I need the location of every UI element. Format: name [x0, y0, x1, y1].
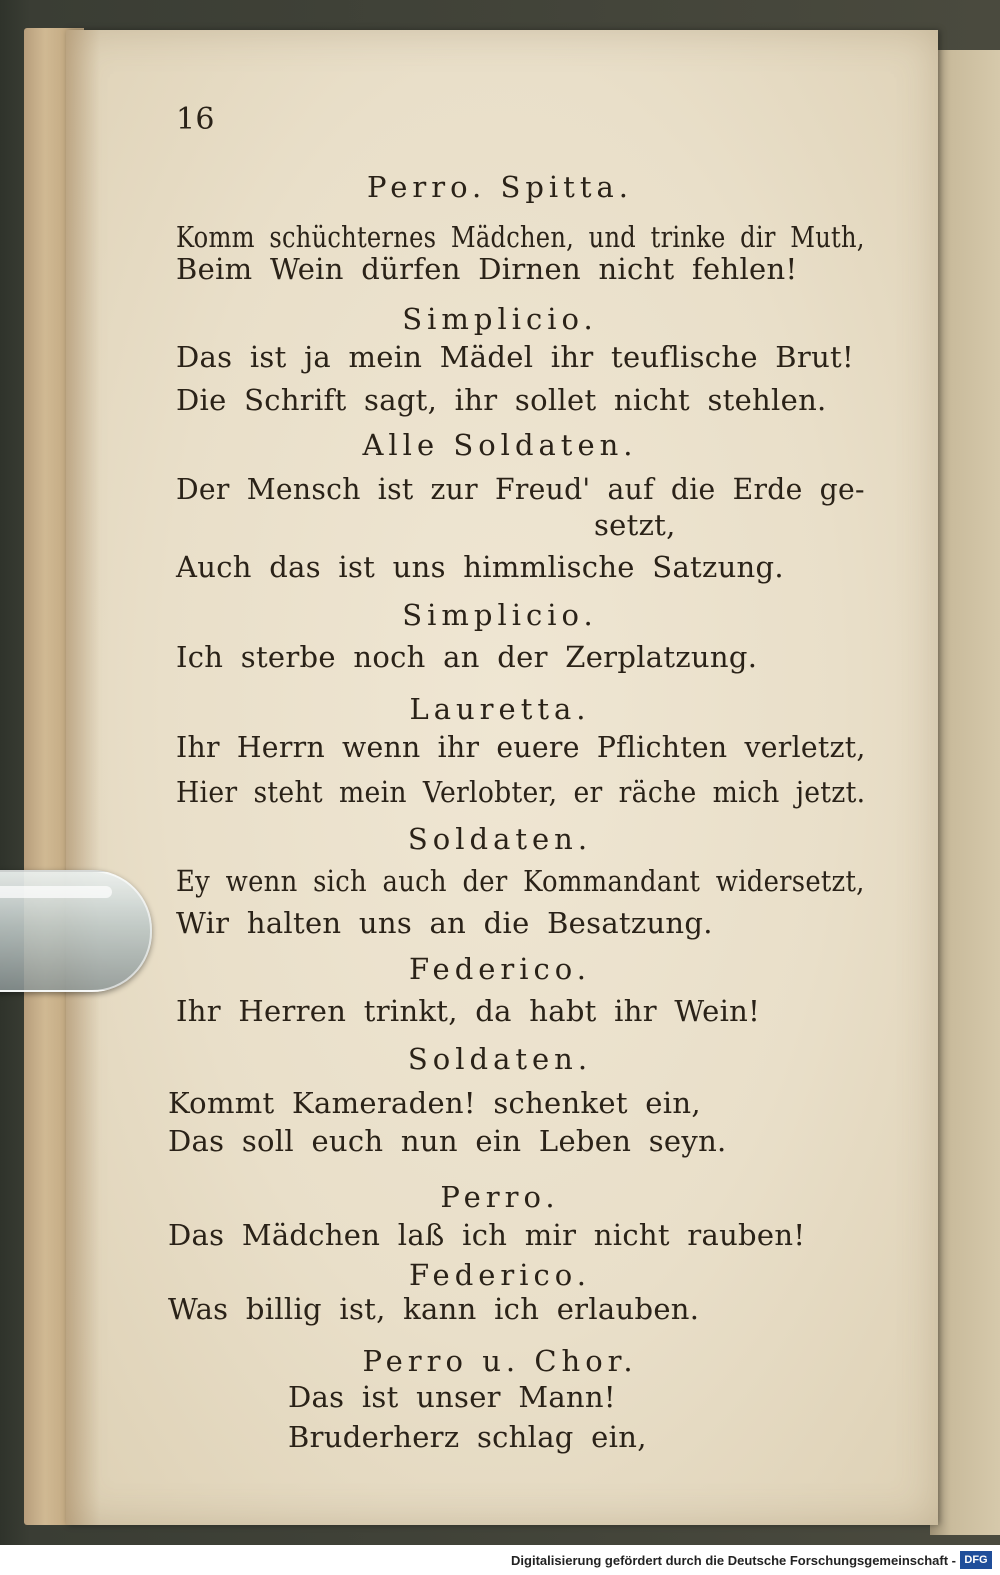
verse-line: Die Schrift sagt, ihr sollet nicht stehlen. [176, 383, 827, 417]
speaker-heading: Simplicio. [402, 598, 598, 632]
verse-line: setzt, [594, 508, 676, 542]
verse-line: Beim Wein dürfen Dirnen nicht fehlen! [176, 252, 798, 286]
verse-line: Ey wenn sich auch der Kommandant widersetzt, [176, 864, 865, 898]
verse-line: Ihr Herren trinkt, da habt ihr Wein! [176, 994, 761, 1028]
footer-bar [0, 1545, 1000, 1575]
speaker-heading: Perro. [440, 1180, 560, 1214]
back-page [930, 50, 1000, 1535]
verse-line: Das Mädchen laß ich mir nicht rauben! [168, 1218, 806, 1252]
verse-line: Kommt Kameraden! schenket ein, [168, 1086, 701, 1120]
verse-line: Komm schüchternes Mädchen, und trinke dir Muth, [176, 220, 865, 254]
verse-line: Auch das ist uns himmlische Satzung. [176, 550, 784, 584]
speaker-heading: Soldaten. [407, 822, 593, 856]
verse-line: Was billig ist, kann ich erlauben. [168, 1292, 700, 1326]
speaker-heading: Alle Soldaten. [362, 428, 638, 462]
verse-line: Hier steht mein Verlobter, er räche mich jetzt. [176, 775, 866, 809]
verse-line: Ihr Herrn wenn ihr euere Pflichten verletzt, [176, 730, 866, 764]
verse-line: Ich sterbe noch an der Zerplatzung. [176, 640, 758, 674]
verse-line: Das ist unser Mann! [288, 1380, 616, 1414]
speaker-heading: Soldaten. [407, 1042, 593, 1076]
verse-line: Bruderherz schlag ein, [288, 1420, 647, 1454]
page-number: 16 [176, 102, 215, 137]
speaker-heading: Lauretta. [409, 692, 591, 726]
verse-line: Das soll euch nun ein Leben seyn. [168, 1124, 727, 1158]
verse-line: Das ist ja mein Mädel ihr teuflische Brut! [176, 340, 854, 374]
speaker-heading: Perro. Spitta. [366, 170, 633, 204]
glass-page-weight [0, 870, 152, 992]
verse-line: Wir halten uns an die Besatzung. [176, 906, 713, 940]
speaker-heading: Federico. [409, 1258, 591, 1292]
speaker-heading: Federico. [409, 952, 591, 986]
funding-credit: Digitalisierung gefördert durch die Deutsche Forschungsgemeinschaft - [511, 1553, 956, 1568]
glass-highlight [0, 886, 112, 898]
speaker-heading: Perro u. Chor. [362, 1344, 638, 1378]
dfg-logo-icon: DFG [960, 1551, 992, 1569]
page-spine-shadow [66, 30, 100, 1525]
verse-line: Der Mensch ist zur Freud' auf die Erde ge- [176, 472, 865, 506]
speaker-heading: Simplicio. [402, 302, 598, 336]
